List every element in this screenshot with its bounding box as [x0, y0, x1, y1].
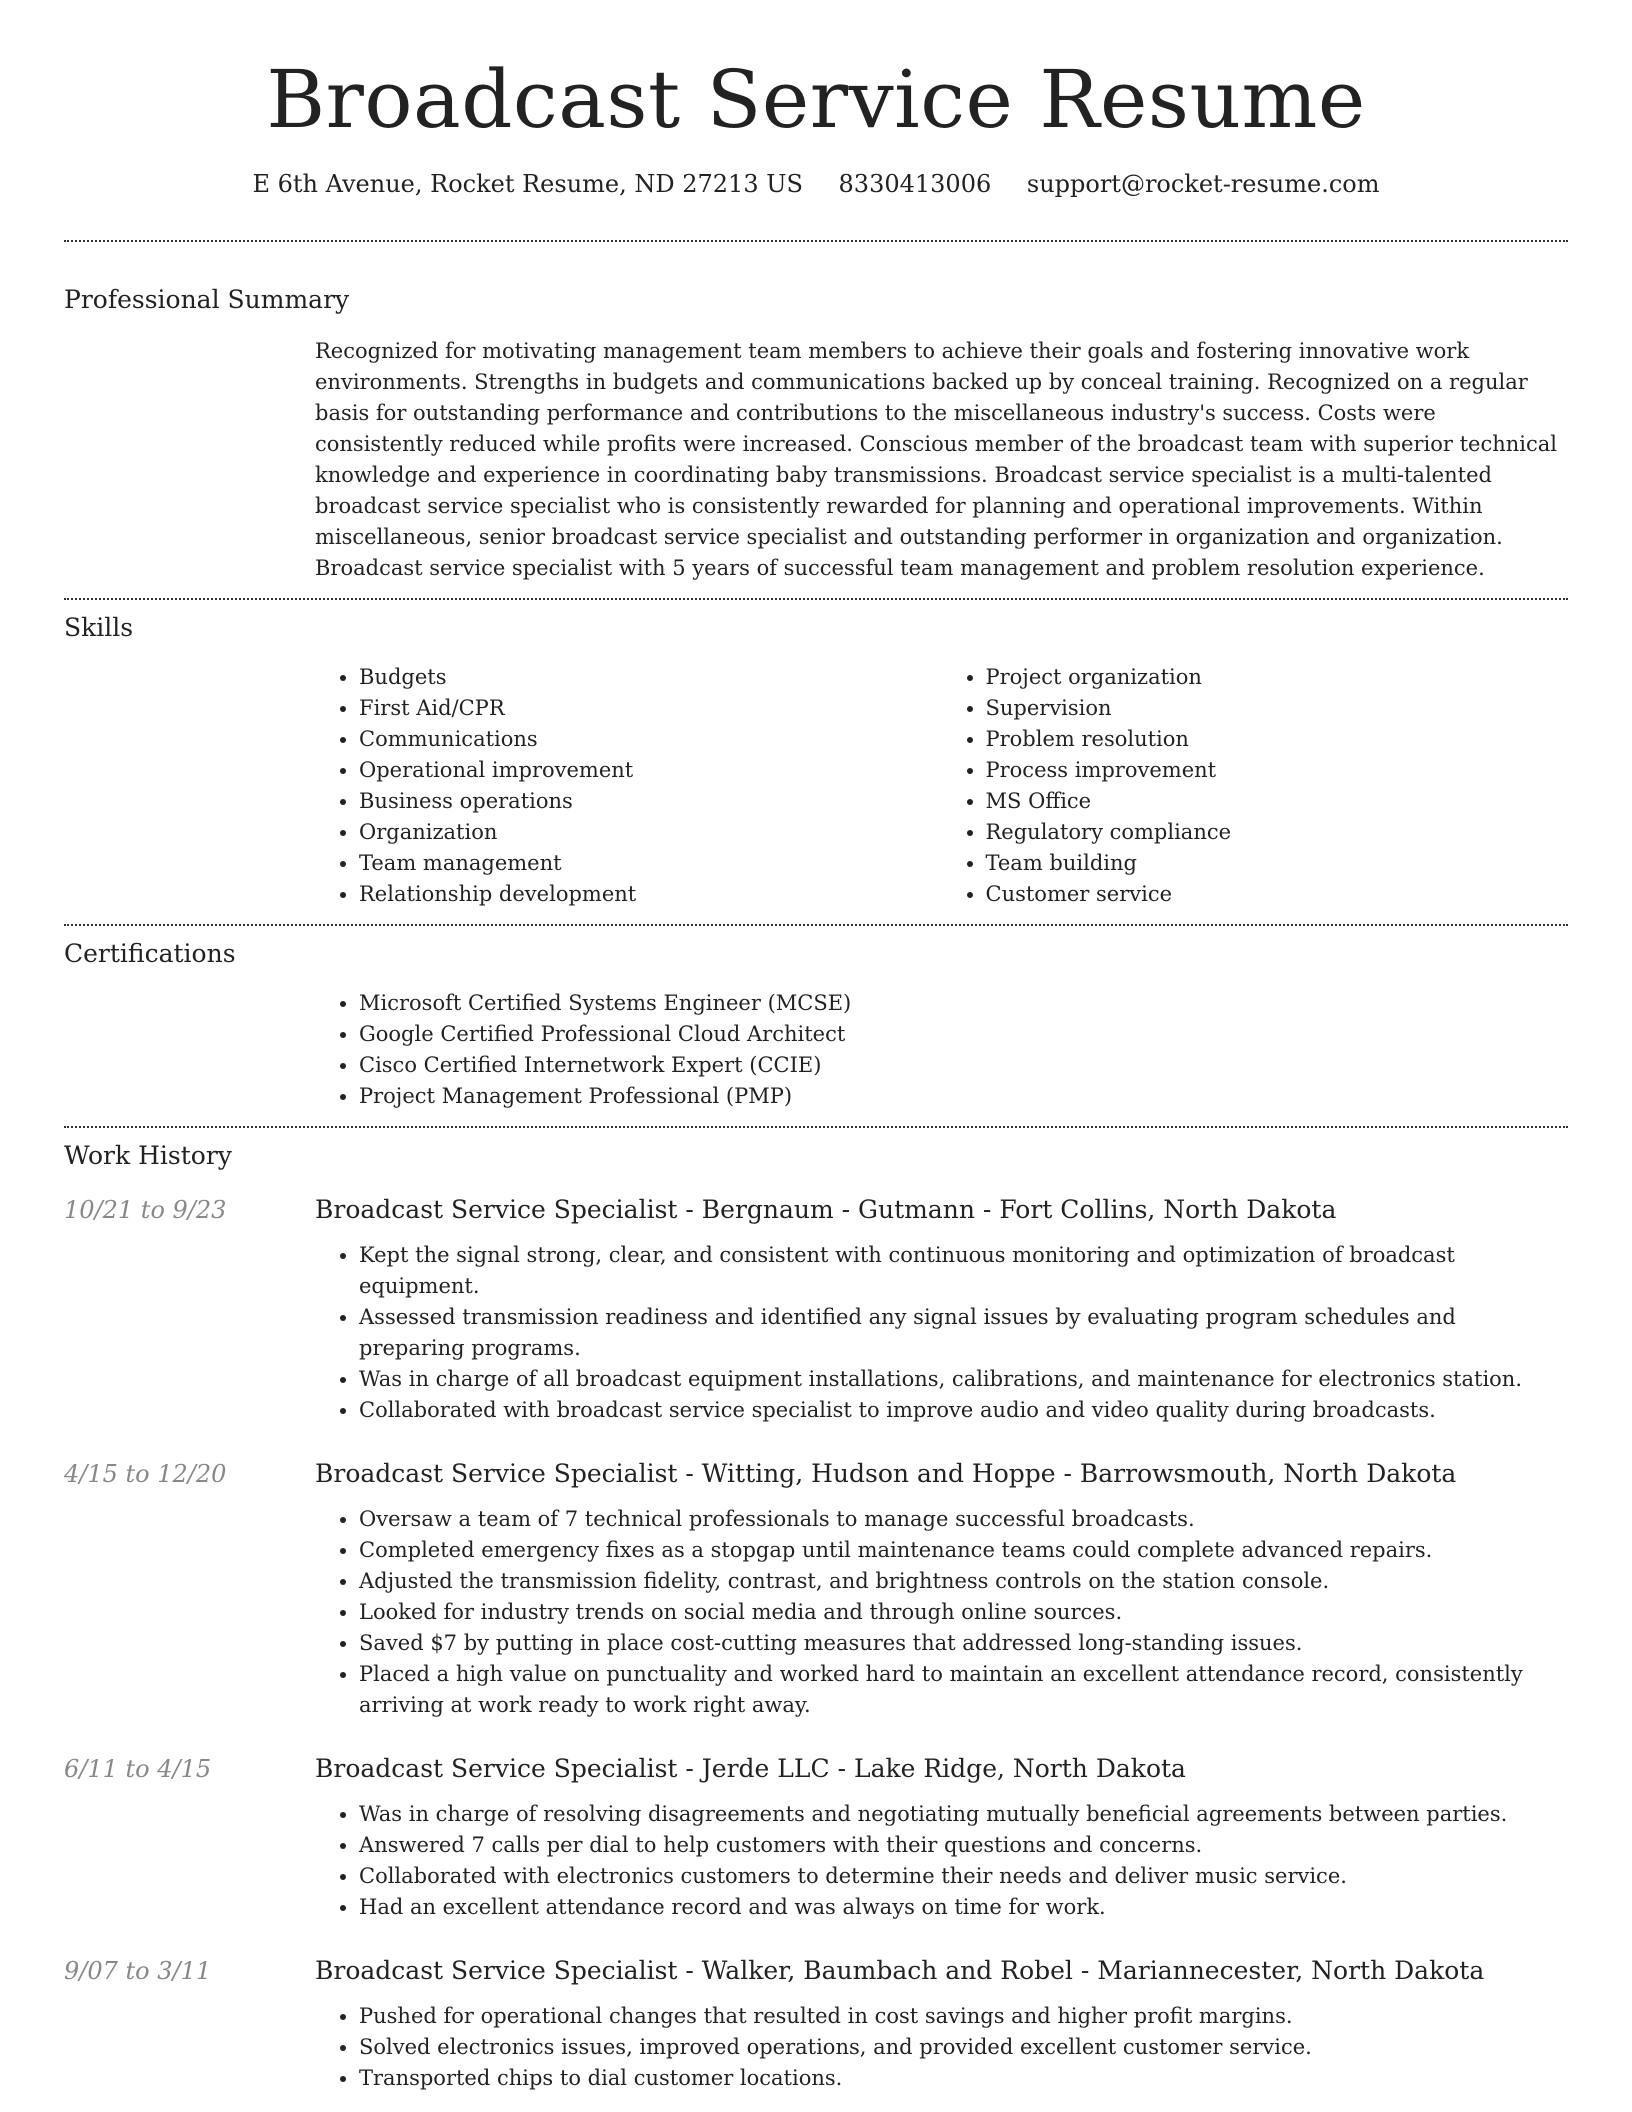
certifications-list [315, 988, 1568, 1112]
job-bullet: • Adjusted the transmission fidelity, contrast, and brightness controls on the station console. [359, 1566, 1568, 1597]
job-bullet: • Kept the signal strong, clear, and consistent with continuous monitoring and optimization of broadcast equipment. [359, 1240, 1568, 1302]
skill-item: • Communications [359, 724, 942, 755]
job-bullet: • Was in charge of all broadcast equipment installations, calibrations, and maintenance for electronics station. [359, 1364, 1568, 1395]
certification-item: • Project Management Professional (PMP) [359, 1081, 1568, 1112]
job-bullet-list [315, 1799, 1568, 1923]
job-bullet: • Pushed for operational changes that resulted in cost savings and higher profit margins. [359, 2001, 1568, 2032]
skills-columns [315, 662, 1568, 910]
job-bullet-list [315, 1240, 1568, 1426]
contact-line [64, 168, 1568, 200]
skills-heading: Skills [64, 613, 134, 642]
certifications-list-wrap [315, 988, 1568, 1112]
skill-item: • MS Office [986, 786, 1569, 817]
job-dates: 9/07 to 3/11 [64, 1957, 212, 1985]
job-bullet-list [315, 1504, 1568, 1721]
job-bullet: • Assessed transmission readiness and identified any signal issues by evaluating program schedules and preparing programs. [359, 1302, 1568, 1364]
job-title: Broadcast Service Specialist - Witting, Hudson and Hoppe - Barrowsmouth, North Dakota [315, 1459, 1457, 1488]
skills-section [64, 612, 1568, 910]
job-bullet: • Collaborated with broadcast service specialist to improve audio and video quality during broadcasts. [359, 1395, 1568, 1426]
contact-address: E 6th Avenue, Rocket Resume, ND 27213 US [252, 170, 803, 198]
contact-email: support@rocket-resume.com [1026, 170, 1380, 198]
summary-text: Recognized for motivating management team members to achieve their goals and fostering innovative work environments. Strengths in budgets and communications backed up by conceal training. Recognized on a regular basis for outstanding performance and contributions to the miscellaneous industry's success. Costs were consistently reduced while profits were increased. Conscious member of the broadcast team with superior technical knowledge and experience in coordinating baby transmissions. Broadcast service specialist is a multi-talented broadcast service specialist who is consistently rewarded for planning and operational improvements. Within miscellaneous, senior broadcast service specialist and outstanding performer in organization and organization. Broadcast service specialist with 5 years of successful team management and problem resolution experience. [315, 339, 1557, 580]
job-entry [64, 1753, 1568, 1923]
resume-title: Broadcast Service Resume [266, 53, 1366, 146]
job-bullets-wrap [315, 1504, 1568, 1721]
section-divider [64, 924, 1568, 926]
skills-list-left [315, 662, 942, 910]
skill-item: • Customer service [986, 879, 1569, 910]
job-bullet: • Looked for industry trends on social media and through online sources. [359, 1597, 1568, 1628]
section-divider [64, 598, 1568, 600]
job-entry [64, 1458, 1568, 1721]
skills-list-right [942, 662, 1569, 910]
summary-section [64, 284, 1568, 584]
job-bullet: • Collaborated with electronics customers to determine their needs and deliver music service. [359, 1861, 1568, 1892]
job-dates: 6/11 to 4/15 [64, 1755, 212, 1783]
job-bullets-wrap [315, 1799, 1568, 1923]
job-dates: 4/15 to 12/20 [64, 1460, 227, 1488]
section-divider [64, 1126, 1568, 1128]
skill-item: • Organization [359, 817, 942, 848]
job-bullet: • Saved $7 by putting in place cost-cutting measures that addressed long-standing issues. [359, 1628, 1568, 1659]
job-dates: 10/21 to 9/23 [64, 1196, 227, 1224]
work-history-section [64, 1140, 1568, 2094]
skill-item: • Budgets [359, 662, 942, 693]
skill-item: • Business operations [359, 786, 942, 817]
skill-item: • First Aid/CPR [359, 693, 942, 724]
job-bullet: • Was in charge of resolving disagreements and negotiating mutually beneficial agreements between parties. [359, 1799, 1568, 1830]
section-divider [64, 240, 1568, 242]
skill-item: • Problem resolution [986, 724, 1569, 755]
job-bullet: • Answered 7 calls per dial to help customers with their questions and concerns. [359, 1830, 1568, 1861]
job-entry [64, 1194, 1568, 1426]
job-bullet: • Completed emergency fixes as a stopgap until maintenance teams could complete advanced repairs. [359, 1535, 1568, 1566]
certification-item: • Cisco Certified Internetwork Expert (CCIE) [359, 1050, 1568, 1081]
skill-item: • Project organization [986, 662, 1569, 693]
skill-item: • Relationship development [359, 879, 942, 910]
contact-phone: 8330413006 [838, 170, 992, 198]
skill-item: • Process improvement [986, 755, 1569, 786]
job-bullet-list [315, 2001, 1568, 2094]
job-title: Broadcast Service Specialist - Jerde LLC - Lake Ridge, North Dakota [315, 1754, 1186, 1783]
job-bullet: • Placed a high value on punctuality and worked hard to maintain an excellent attendance record, consistently arriving at work ready to work right away. [359, 1659, 1568, 1721]
job-bullet: • Transported chips to dial customer locations. [359, 2063, 1568, 2094]
job-bullet: • Oversaw a team of 7 technical professionals to manage successful broadcasts. [359, 1504, 1568, 1535]
job-bullets-wrap [315, 1240, 1568, 1426]
job-entry [64, 1955, 1568, 2094]
summary-heading: Professional Summary [64, 285, 350, 314]
work-history-heading: Work History [64, 1141, 232, 1170]
job-title: Broadcast Service Specialist - Walker, Baumbach and Robel - Mariannecester, North Dakota [315, 1956, 1485, 1985]
certification-item: • Microsoft Certified Systems Engineer (MCSE) [359, 988, 1568, 1019]
certification-item: • Google Certified Professional Cloud Architect [359, 1019, 1568, 1050]
skill-item: • Team building [986, 848, 1569, 879]
skill-item: • Operational improvement [359, 755, 942, 786]
certifications-heading: Certifications [64, 939, 236, 968]
skill-item: • Team management [359, 848, 942, 879]
skill-item: • Regulatory compliance [986, 817, 1569, 848]
job-bullet: • Solved electronics issues, improved operations, and provided excellent customer service. [359, 2032, 1568, 2063]
job-title: Broadcast Service Specialist - Bergnaum - Gutmann - Fort Collins, North Dakota [315, 1195, 1337, 1224]
certifications-section [64, 938, 1568, 1112]
skill-item: • Supervision [986, 693, 1569, 724]
job-bullets-wrap [315, 2001, 1568, 2094]
job-bullet: • Had an excellent attendance record and was always on time for work. [359, 1892, 1568, 1923]
